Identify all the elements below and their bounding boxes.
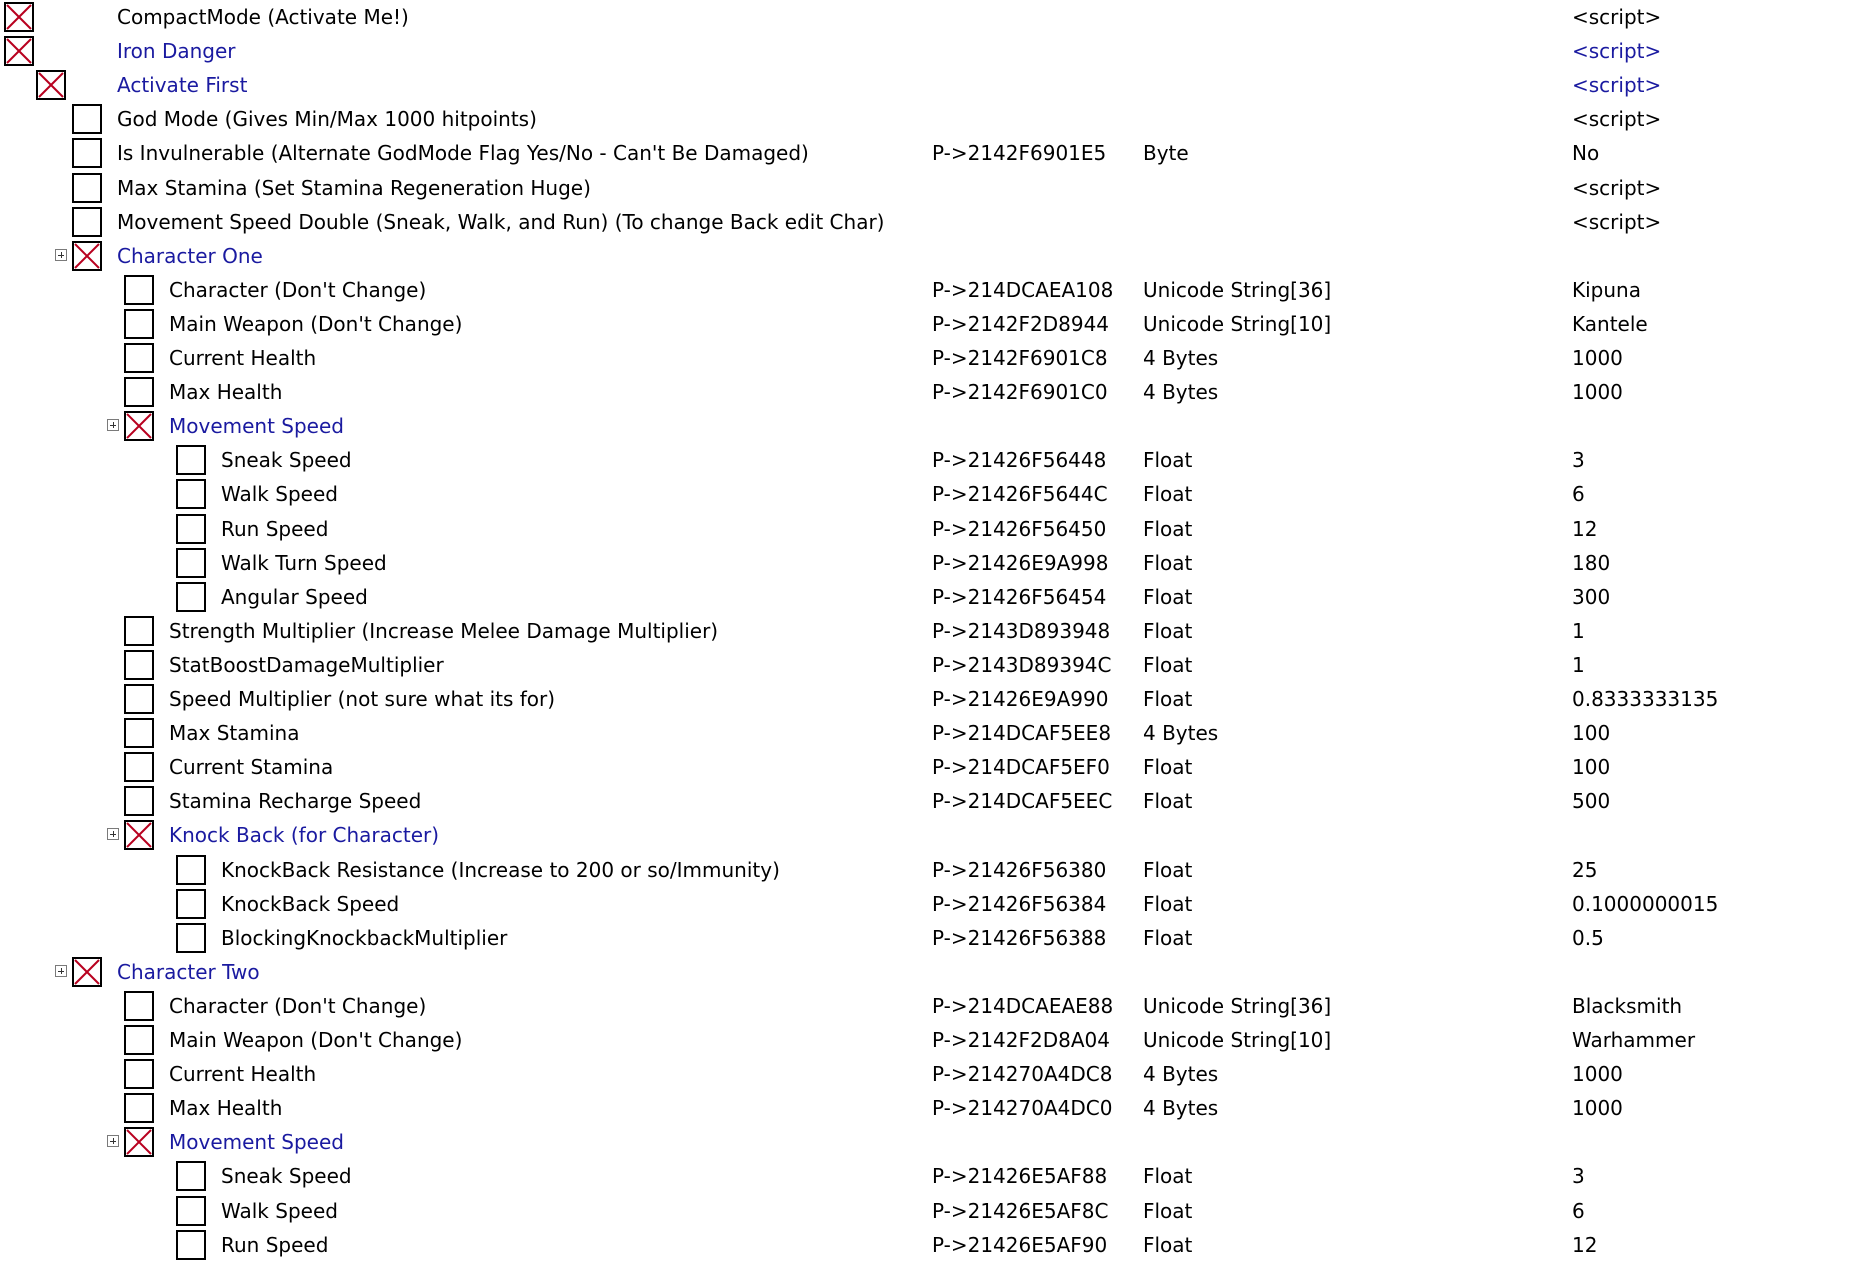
expand-toggle-icon[interactable] xyxy=(55,249,67,261)
entry-value[interactable]: 300 xyxy=(1572,585,1611,609)
entry-description: CompactMode (Activate Me!) xyxy=(117,5,409,29)
activate-checkbox[interactable] xyxy=(124,1025,154,1055)
activate-checkbox[interactable] xyxy=(124,343,154,373)
entry-address: P->214DCAF5EF0 xyxy=(932,755,1110,779)
cross-icon xyxy=(38,72,64,98)
group-row[interactable] xyxy=(0,955,1863,989)
activate-checkbox[interactable] xyxy=(124,991,154,1021)
entry-address: P->21426F56448 xyxy=(932,448,1107,472)
entry-description: Character (Don't Change) xyxy=(169,278,427,302)
table-row[interactable] xyxy=(0,1091,1863,1125)
entry-address: P->2142F6901E5 xyxy=(932,141,1107,165)
activate-checkbox[interactable] xyxy=(176,889,206,919)
entry-address: P->21426E9A998 xyxy=(932,551,1109,575)
table-row[interactable] xyxy=(0,1023,1863,1057)
activate-checkbox[interactable] xyxy=(176,855,206,885)
activate-checkbox[interactable] xyxy=(176,548,206,578)
entry-description: Sneak Speed xyxy=(221,448,352,472)
entry-value[interactable]: 25 xyxy=(1572,858,1598,882)
activated-checkbox[interactable] xyxy=(4,2,34,32)
entry-address: P->2143D893948 xyxy=(932,619,1111,643)
table-row[interactable] xyxy=(0,716,1863,750)
entry-type: Float xyxy=(1143,789,1193,813)
group-row[interactable] xyxy=(0,818,1863,852)
table-row[interactable] xyxy=(0,1228,1863,1262)
entry-type: Unicode String[36] xyxy=(1143,994,1332,1018)
activate-checkbox[interactable] xyxy=(176,1230,206,1260)
entry-description: Current Stamina xyxy=(169,755,334,779)
table-row[interactable] xyxy=(0,648,1863,682)
table-row[interactable] xyxy=(0,750,1863,784)
entry-type: Unicode String[10] xyxy=(1143,312,1332,336)
entry-description: StatBoostDamageMultiplier xyxy=(169,653,444,677)
entry-value[interactable]: <script> xyxy=(1572,107,1662,131)
table-row[interactable] xyxy=(0,1194,1863,1228)
activate-checkbox[interactable] xyxy=(176,1196,206,1226)
entry-description: Walk Turn Speed xyxy=(221,551,387,575)
entry-address: P->2142F2D8A04 xyxy=(932,1028,1110,1052)
entry-description: Current Health xyxy=(169,1062,317,1086)
group-row[interactable] xyxy=(0,34,1863,68)
entry-address: P->2142F6901C8 xyxy=(932,346,1108,370)
entry-description: Speed Multiplier (not sure what its for) xyxy=(169,687,556,711)
activated-checkbox[interactable] xyxy=(124,1127,154,1157)
entry-type: 4 Bytes xyxy=(1143,1096,1219,1120)
activate-checkbox[interactable] xyxy=(124,718,154,748)
entry-description: Max Stamina xyxy=(169,721,300,745)
entry-description: Current Health xyxy=(169,346,317,370)
activate-checkbox[interactable] xyxy=(124,1093,154,1123)
entry-type: Float xyxy=(1143,619,1193,643)
activate-checkbox[interactable] xyxy=(176,445,206,475)
entry-description: Angular Speed xyxy=(221,585,368,609)
entry-value[interactable]: 0.8333333135 xyxy=(1572,687,1719,711)
entry-value[interactable]: 1000 xyxy=(1572,1062,1623,1086)
activate-checkbox[interactable] xyxy=(72,173,102,203)
activate-checkbox[interactable] xyxy=(124,786,154,816)
entry-type: Float xyxy=(1143,551,1193,575)
table-row[interactable] xyxy=(0,887,1863,921)
entry-value[interactable]: Kantele xyxy=(1572,312,1648,336)
entry-type: Float xyxy=(1143,755,1193,779)
entry-address: P->21426F5644C xyxy=(932,482,1108,506)
entry-type: 4 Bytes xyxy=(1143,380,1219,404)
entry-address: P->21426E5AF90 xyxy=(932,1233,1108,1257)
entry-value[interactable]: 3 xyxy=(1572,448,1585,472)
table-row[interactable] xyxy=(0,102,1863,136)
entry-value[interactable]: 6 xyxy=(1572,482,1585,506)
entry-value[interactable]: 12 xyxy=(1572,517,1598,541)
entry-type: Unicode String[36] xyxy=(1143,278,1332,302)
table-row[interactable] xyxy=(0,853,1863,887)
entry-value[interactable]: 0.5 xyxy=(1572,926,1604,950)
entry-description: Activate First xyxy=(117,73,248,97)
entry-type: Float xyxy=(1143,482,1193,506)
table-row[interactable] xyxy=(0,682,1863,716)
activated-checkbox[interactable] xyxy=(36,70,66,100)
activated-checkbox[interactable] xyxy=(72,957,102,987)
entry-description: Sneak Speed xyxy=(221,1164,352,1188)
entry-type: Float xyxy=(1143,858,1193,882)
entry-description: Character (Don't Change) xyxy=(169,994,427,1018)
entry-address: P->214270A4DC0 xyxy=(932,1096,1113,1120)
entry-type: Float xyxy=(1143,585,1193,609)
entry-value[interactable]: Warhammer xyxy=(1572,1028,1696,1052)
table-row[interactable] xyxy=(0,341,1863,375)
entry-address: P->2142F6901C0 xyxy=(932,380,1108,404)
entry-value[interactable]: 12 xyxy=(1572,1233,1598,1257)
cross-icon xyxy=(126,1129,152,1155)
entry-description: KnockBack Speed xyxy=(221,892,400,916)
entry-description: Main Weapon (Don't Change) xyxy=(169,312,463,336)
group-row[interactable] xyxy=(0,409,1863,443)
table-row[interactable] xyxy=(0,512,1863,546)
entry-value[interactable]: <script> xyxy=(1572,5,1662,29)
entry-value[interactable]: 1000 xyxy=(1572,380,1623,404)
entry-value[interactable]: 500 xyxy=(1572,789,1611,813)
entry-description: Character Two xyxy=(117,960,260,984)
table-row[interactable] xyxy=(0,546,1863,580)
entry-description: Max Health xyxy=(169,1096,283,1120)
entry-address: P->21426F56384 xyxy=(932,892,1107,916)
entry-description: Run Speed xyxy=(221,517,329,541)
entry-description: Character One xyxy=(117,244,263,268)
activate-checkbox[interactable] xyxy=(176,582,206,612)
entry-type: Float xyxy=(1143,892,1193,916)
activate-checkbox[interactable] xyxy=(176,1161,206,1191)
entry-address: P->214DCAEAE88 xyxy=(932,994,1114,1018)
entry-value[interactable]: Kipuna xyxy=(1572,278,1641,302)
entry-description: BlockingKnockbackMultiplier xyxy=(221,926,508,950)
entry-address: P->21426E5AF88 xyxy=(932,1164,1108,1188)
entry-address: P->21426F56388 xyxy=(932,926,1107,950)
entry-value[interactable]: 0.1000000015 xyxy=(1572,892,1719,916)
activate-checkbox[interactable] xyxy=(124,309,154,339)
entry-address: P->21426F56450 xyxy=(932,517,1107,541)
table-row[interactable] xyxy=(0,205,1863,239)
table-row[interactable] xyxy=(0,136,1863,170)
group-row[interactable] xyxy=(0,239,1863,273)
expand-toggle-icon[interactable] xyxy=(55,965,67,977)
table-row[interactable] xyxy=(0,1057,1863,1091)
cross-icon xyxy=(74,243,100,269)
activate-checkbox[interactable] xyxy=(124,752,154,782)
entry-value[interactable]: Blacksmith xyxy=(1572,994,1683,1018)
cross-icon xyxy=(6,4,32,30)
cross-icon xyxy=(6,38,32,64)
entry-address: P->2143D89394C xyxy=(932,653,1112,677)
entry-address: P->214DCAEA108 xyxy=(932,278,1114,302)
entry-address: P->21426E5AF8C xyxy=(932,1199,1109,1223)
entry-type: Float xyxy=(1143,517,1193,541)
activate-checkbox[interactable] xyxy=(124,650,154,680)
entry-value[interactable]: 1 xyxy=(1572,619,1585,643)
entry-value[interactable]: 100 xyxy=(1572,721,1611,745)
entry-address: P->2142F2D8944 xyxy=(932,312,1110,336)
entry-address: P->214DCAF5EE8 xyxy=(932,721,1112,745)
activate-checkbox[interactable] xyxy=(72,104,102,134)
cross-icon xyxy=(126,822,152,848)
entry-type: Unicode String[10] xyxy=(1143,1028,1332,1052)
group-row[interactable] xyxy=(0,68,1863,102)
activate-checkbox[interactable] xyxy=(72,207,102,237)
entry-description: Walk Speed xyxy=(221,482,338,506)
table-row[interactable] xyxy=(0,580,1863,614)
table-row[interactable] xyxy=(0,171,1863,205)
entry-address: P->21426E9A990 xyxy=(932,687,1109,711)
expand-toggle-icon[interactable] xyxy=(107,419,119,431)
entry-type: Float xyxy=(1143,926,1193,950)
activate-checkbox[interactable] xyxy=(124,1059,154,1089)
entry-description: Movement Speed Double (Sneak, Walk, and Run) (To change Back edit Char) xyxy=(117,210,885,234)
table-row[interactable] xyxy=(0,307,1863,341)
entry-type: Float xyxy=(1143,1199,1193,1223)
entry-description: Strength Multiplier (Increase Melee Damage Multiplier) xyxy=(169,619,719,643)
activated-checkbox[interactable] xyxy=(72,241,102,271)
table-row[interactable] xyxy=(0,443,1863,477)
entry-description: KnockBack Resistance (Increase to 200 or so/Immunity) xyxy=(221,858,780,882)
entry-address: P->21426F56380 xyxy=(932,858,1107,882)
activate-checkbox[interactable] xyxy=(124,275,154,305)
entry-type: Float xyxy=(1143,687,1193,711)
table-row[interactable] xyxy=(0,1159,1863,1193)
entry-value[interactable]: 180 xyxy=(1572,551,1611,575)
entry-description: Movement Speed xyxy=(169,414,344,438)
entry-value[interactable]: No xyxy=(1572,141,1600,165)
entry-description: Run Speed xyxy=(221,1233,329,1257)
entry-value[interactable]: 1000 xyxy=(1572,346,1623,370)
entry-description: Movement Speed xyxy=(169,1130,344,1154)
group-row[interactable] xyxy=(0,1125,1863,1159)
expand-toggle-icon[interactable] xyxy=(107,1135,119,1147)
table-row[interactable] xyxy=(0,375,1863,409)
table-row[interactable] xyxy=(0,614,1863,648)
entry-type: 4 Bytes xyxy=(1143,1062,1219,1086)
entry-type: Float xyxy=(1143,1233,1193,1257)
entry-value[interactable]: 1000 xyxy=(1572,1096,1623,1120)
activate-checkbox[interactable] xyxy=(72,138,102,168)
cross-icon xyxy=(126,413,152,439)
table-row[interactable] xyxy=(0,989,1863,1023)
activate-checkbox[interactable] xyxy=(124,377,154,407)
activate-checkbox[interactable] xyxy=(176,514,206,544)
table-row[interactable] xyxy=(0,0,1863,34)
entry-value[interactable]: <script> xyxy=(1572,210,1662,234)
entry-description: Knock Back (for Character) xyxy=(169,823,440,847)
entry-address: P->214270A4DC8 xyxy=(932,1062,1113,1086)
activate-checkbox[interactable] xyxy=(124,616,154,646)
entry-description: Is Invulnerable (Alternate GodMode Flag Yes/No - Can't Be Damaged) xyxy=(117,141,809,165)
activate-checkbox[interactable] xyxy=(124,684,154,714)
activated-checkbox[interactable] xyxy=(4,36,34,66)
entry-value[interactable]: 1 xyxy=(1572,653,1585,677)
entry-type: Float xyxy=(1143,1164,1193,1188)
activated-checkbox[interactable] xyxy=(124,411,154,441)
table-row[interactable] xyxy=(0,784,1863,818)
entry-description: Iron Danger xyxy=(117,39,236,63)
activated-checkbox[interactable] xyxy=(124,820,154,850)
entry-value[interactable]: <script> xyxy=(1572,176,1662,200)
entry-value[interactable]: 3 xyxy=(1572,1164,1585,1188)
entry-description: Stamina Recharge Speed xyxy=(169,789,422,813)
entry-description: Max Health xyxy=(169,380,283,404)
entry-type: Float xyxy=(1143,448,1193,472)
table-row[interactable] xyxy=(0,921,1863,955)
entry-type: 4 Bytes xyxy=(1143,721,1219,745)
entry-type: Float xyxy=(1143,653,1193,677)
entry-description: Walk Speed xyxy=(221,1199,338,1223)
cross-icon xyxy=(74,959,100,985)
activate-checkbox[interactable] xyxy=(176,479,206,509)
entry-description: Main Weapon (Don't Change) xyxy=(169,1028,463,1052)
activate-checkbox[interactable] xyxy=(176,923,206,953)
entry-value[interactable]: 6 xyxy=(1572,1199,1585,1223)
entry-description: Max Stamina (Set Stamina Regeneration Huge) xyxy=(117,176,591,200)
entry-address: P->214DCAF5EEC xyxy=(932,789,1113,813)
entry-address: P->21426F56454 xyxy=(932,585,1107,609)
entry-value[interactable]: <script> xyxy=(1572,39,1662,63)
table-row[interactable] xyxy=(0,477,1863,511)
entry-description: God Mode (Gives Min/Max 1000 hitpoints) xyxy=(117,107,537,131)
entry-type: Byte xyxy=(1143,141,1189,165)
expand-toggle-icon[interactable] xyxy=(107,828,119,840)
entry-value[interactable]: 100 xyxy=(1572,755,1611,779)
table-row[interactable] xyxy=(0,273,1863,307)
entry-value[interactable]: <script> xyxy=(1572,73,1662,97)
entry-type: 4 Bytes xyxy=(1143,346,1219,370)
